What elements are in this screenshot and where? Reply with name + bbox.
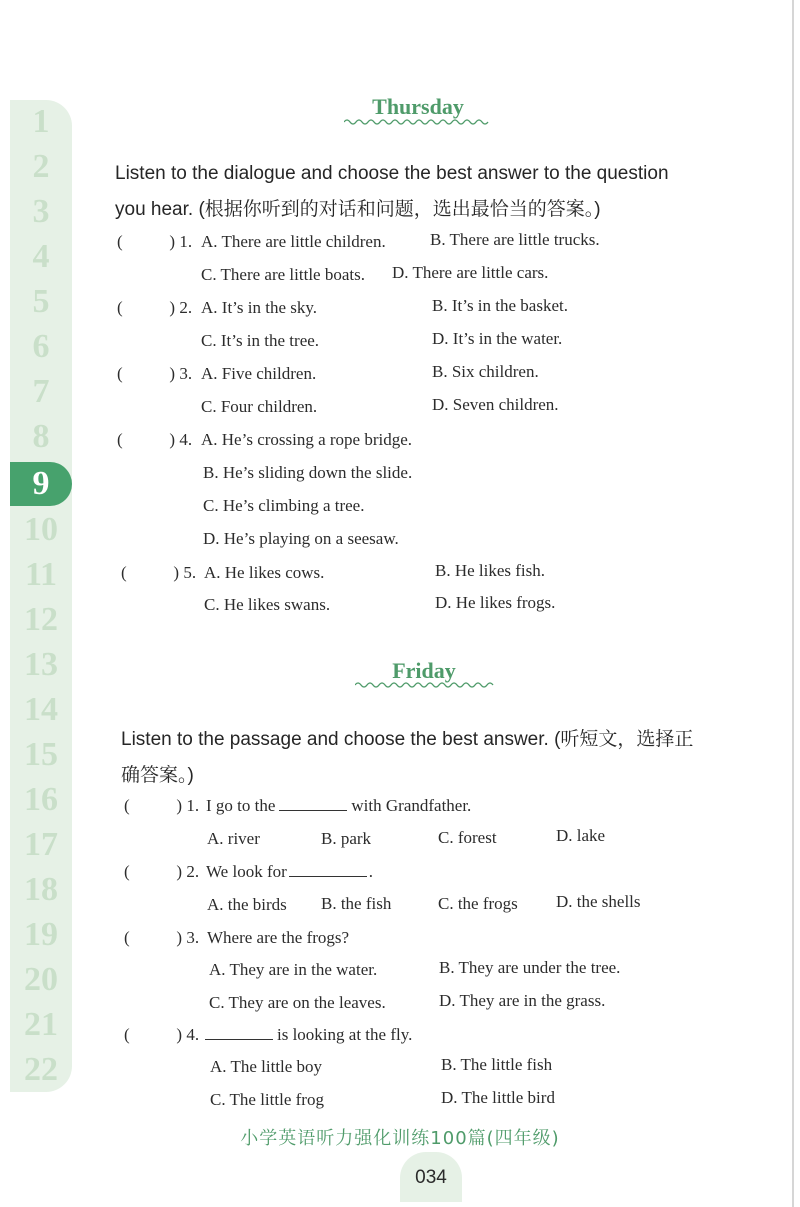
page-edge <box>792 0 794 1207</box>
thursday-title: Thursday <box>372 94 464 119</box>
friday-instruction-line2: 确答案。) <box>121 765 194 786</box>
side-tab[interactable]: 14 <box>24 691 58 728</box>
option-d[interactable]: D. There are little cars. <box>392 263 549 282</box>
question-stem <box>206 796 471 816</box>
side-tab[interactable]: 3 <box>32 193 50 230</box>
option-d[interactable]: D. He likes frogs. <box>435 593 556 612</box>
side-tab[interactable]: 17 <box>24 826 58 863</box>
question-number: ( ) 4. <box>124 1025 200 1044</box>
side-tab[interactable]: 5 <box>32 283 50 320</box>
option-c[interactable]: C. He likes swans. <box>204 595 331 614</box>
option-a[interactable]: A. He’s crossing a rope bridge. <box>201 430 413 449</box>
question-number: ( ) 3. <box>117 364 193 383</box>
side-tab[interactable]: 4 <box>32 238 50 275</box>
option-a[interactable]: A. Five children. <box>201 364 317 383</box>
option-c[interactable]: C. It’s in the tree. <box>201 331 320 350</box>
side-tab[interactable]: 8 <box>32 418 50 455</box>
option-a[interactable]: A. He likes cows. <box>204 563 325 582</box>
side-tab[interactable]: 2 <box>32 148 50 185</box>
option-a[interactable]: A. the birds <box>207 895 287 914</box>
answer-blank[interactable] <box>289 863 367 877</box>
stem-text: We look for <box>206 862 287 881</box>
side-tab[interactable]: 7 <box>32 373 50 410</box>
side-tab[interactable]: 18 <box>24 871 58 908</box>
question-number: ( ) 3. <box>124 928 200 947</box>
side-tab[interactable]: 21 <box>24 1006 58 1043</box>
option-c[interactable]: C. Four children. <box>201 397 318 416</box>
side-tab[interactable]: 10 <box>24 511 58 548</box>
thursday-instruction-line2: you hear. (根据你听到的对话和问题，选出最恰当的答案。) <box>115 199 601 220</box>
option-b[interactable]: B. Six children. <box>432 362 539 381</box>
option-c[interactable]: C. He’s climbing a tree. <box>203 496 365 515</box>
option-a[interactable]: A. There are little children. <box>201 232 386 251</box>
option-b[interactable]: B. He’s sliding down the slide. <box>203 463 413 482</box>
side-tab[interactable]: 19 <box>24 916 58 953</box>
option-d[interactable]: D. Seven children. <box>432 395 559 414</box>
option-d[interactable]: D. lake <box>556 826 606 845</box>
option-b[interactable]: B. There are little trucks. <box>430 230 600 249</box>
option-c[interactable]: C. forest <box>438 828 497 847</box>
option-c[interactable]: C. They are on the leaves. <box>209 993 386 1012</box>
answer-blank[interactable] <box>279 797 347 811</box>
option-a[interactable]: A. They are in the water. <box>209 960 378 979</box>
option-a[interactable]: A. It’s in the sky. <box>201 298 318 317</box>
option-b[interactable]: B. He likes fish. <box>435 561 546 580</box>
question-number: ( ) 2. <box>124 862 200 881</box>
option-a[interactable]: A. river <box>207 829 260 848</box>
option-b[interactable]: B. park <box>321 829 372 848</box>
side-tab[interactable]: 6 <box>32 328 50 365</box>
stem-text: is looking at the fly. <box>277 1025 413 1044</box>
title-wave-decoration <box>344 118 490 126</box>
question-stem <box>206 862 373 882</box>
stem-text: with Grandfather. <box>351 796 472 815</box>
side-tab-strip <box>10 100 72 1092</box>
side-tab[interactable]: 15 <box>24 736 58 773</box>
side-tab[interactable]: 1 <box>32 103 50 140</box>
stem-text: I go to the <box>206 796 276 815</box>
answer-blank[interactable] <box>205 1026 273 1040</box>
question-stem: Where are the frogs? <box>207 928 350 947</box>
question-number: ( ) 1. <box>124 796 200 815</box>
side-tab[interactable]: 13 <box>24 646 58 683</box>
friday-instruction-line1: Listen to the passage and choose the best answer. (听短文，选择正 <box>121 729 694 750</box>
question-stem <box>205 1025 412 1045</box>
option-b[interactable]: B. the fish <box>321 894 392 913</box>
question-number: ( ) 5. <box>121 563 197 582</box>
title-wave-decoration <box>355 681 495 689</box>
option-d[interactable]: D. They are in the grass. <box>439 991 606 1010</box>
option-d[interactable]: D. The little bird <box>441 1088 555 1107</box>
side-tab[interactable]: 11 <box>24 556 58 593</box>
option-d[interactable]: D. He’s playing on a seesaw. <box>203 529 399 548</box>
option-d[interactable]: D. It’s in the water. <box>432 329 563 348</box>
book-title: 小学英语听力强化训练100篇(四年级) <box>240 1128 560 1149</box>
option-c[interactable]: C. the frogs <box>438 894 518 913</box>
side-tab-active[interactable]: 9 <box>10 462 72 506</box>
page-number: 034 <box>400 1152 462 1202</box>
stem-text: . <box>368 862 374 881</box>
option-b[interactable]: B. They are under the tree. <box>439 958 621 977</box>
option-b[interactable]: B. The little fish <box>441 1055 553 1074</box>
option-a[interactable]: A. The little boy <box>210 1057 323 1076</box>
option-d[interactable]: D. the shells <box>556 892 641 911</box>
option-b[interactable]: B. It’s in the basket. <box>432 296 568 315</box>
question-number: ( ) 4. <box>117 430 193 449</box>
side-tab[interactable]: 22 <box>24 1051 58 1088</box>
question-number: ( ) 2. <box>117 298 193 317</box>
side-tab[interactable]: 20 <box>24 961 58 998</box>
side-tab[interactable]: 12 <box>24 601 58 638</box>
side-tab[interactable]: 16 <box>24 781 58 818</box>
friday-title: Friday <box>392 658 456 683</box>
question-number: ( ) 1. <box>117 232 193 251</box>
option-c[interactable]: C. The little frog <box>210 1090 324 1109</box>
thursday-instruction-line1: Listen to the dialogue and choose the best answer to the question <box>115 163 669 184</box>
option-c[interactable]: C. There are little boats. <box>201 265 365 284</box>
